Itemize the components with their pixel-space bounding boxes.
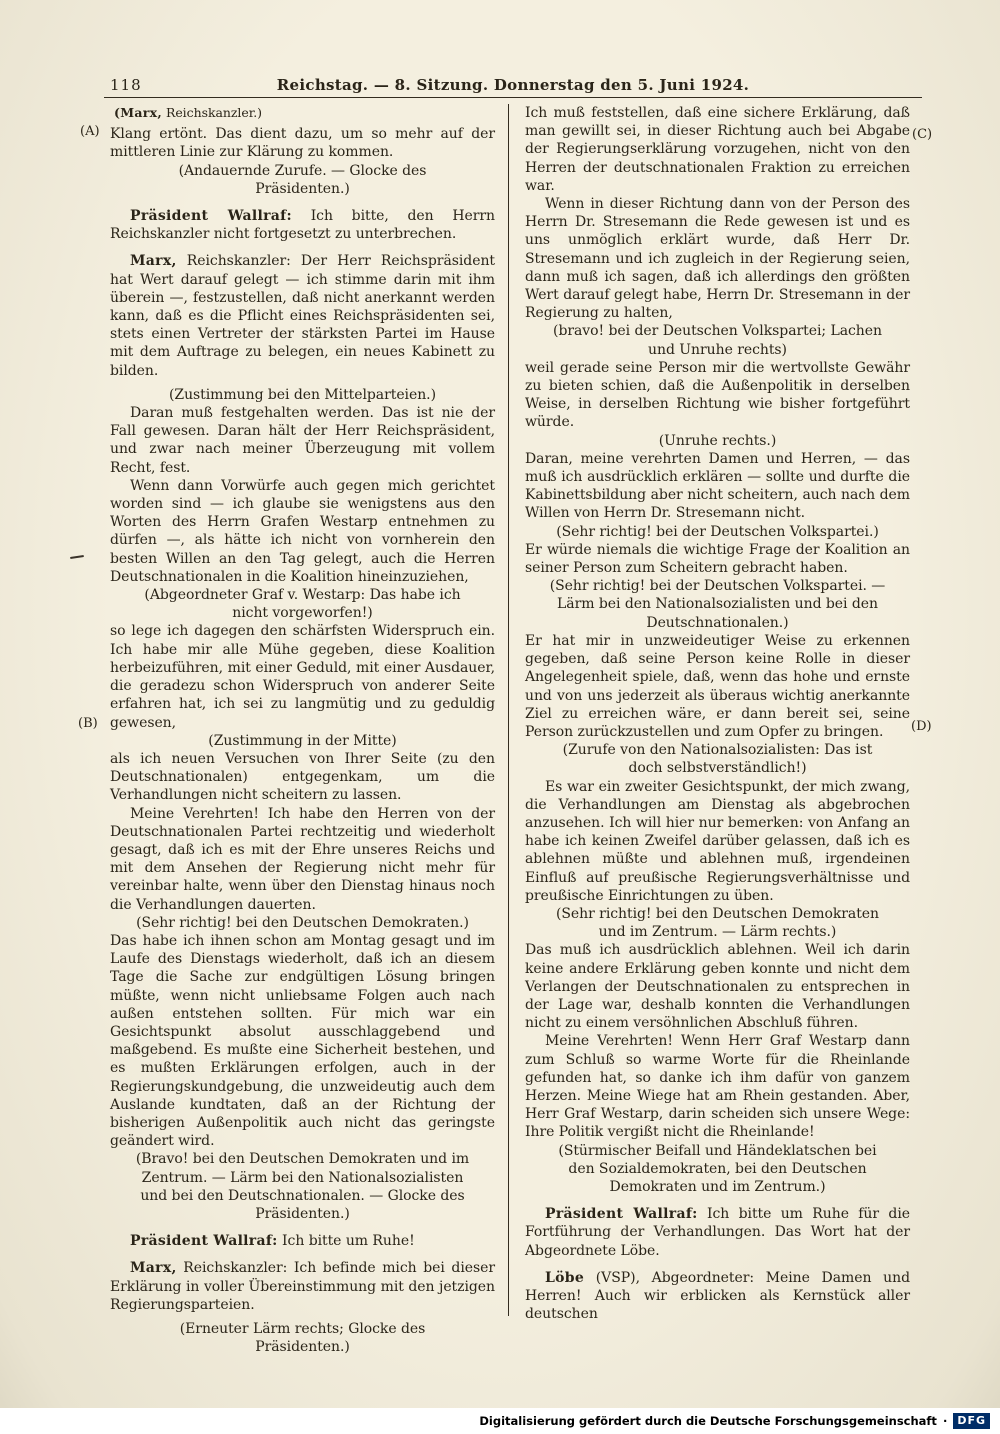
paragraph: Das habe ich ihnen schon am Montag gesagt und im Laufe des Dienstags wiederholt, daß ich an diesem Tage die Sache zur endgültigen Lösung bringen müßte, wenn nicht unliebsame Folgen auch nach außen entstehen sollten. Für mich war ein Gesichtspunkt absolut ausschlaggebend und maßgebend. Es mußte eine Sicherheit bestehen, und es mußten Erklärungen erfolgen, auch in der Regierungskundgebung, die unzweideutig auch dem Auslande kundtaten, daß an der Richtung der bisherigen Außenpolitik auch nicht das geringste geändert wird. xyxy=(110,932,495,1150)
speech-paragraph: Präsident Wallraf: Ich bitte, den Herrn Reichskanzler nicht fortgesetzt zu unterbrechen. xyxy=(110,208,495,243)
stage-direction: (Sehr richtig! bei der Deutschen Volkspartei. — Lärm bei den Nationalsozialisten und bei den Deutschnationalen.) xyxy=(549,578,886,631)
speaker-name: Löbe xyxy=(545,1269,585,1286)
paragraph: Meine Verehrten! Wenn Herr Graf Westarp dann zum Schluß so warme Worte für die Rheinlande gefunden hat, so danke ich ihm dafür von ganzem Herzen. Meine Wiege hat am Rhein gestanden. Aber, Herr Graf Westarp, darin scheiden sich unsere Wege: Ihre Politik vergißt nicht die Rheinlande! xyxy=(525,1033,910,1141)
speech-paragraph: Präsident Wallraf: Ich bitte um Ruhe für die Fortführung der Verhandlungen. Das Wort hat der Abgeordnete Löbe. xyxy=(525,1206,910,1259)
speaker-name: Marx, xyxy=(130,1260,177,1277)
speech-paragraph: Präsident Wallraf: Ich bitte um Ruhe! xyxy=(130,1233,415,1250)
stage-direction: (Sehr richtig! bei den Deutschen Demokraten.) xyxy=(136,914,469,931)
stage-direction: (Bravo! bei den Deutschen Demokraten und im Zentrum. — Lärm bei den Nationalsozialisten und bei den Deutschnationalen. — Glocke des Präsidenten.) xyxy=(135,1151,470,1222)
left-column xyxy=(110,104,495,1356)
paragraph: als ich neuen Versuchen von Ihrer Seite (zu den Deutschnationalen) entgegenkam, um die Verhandlungen nicht scheitern zu lassen. xyxy=(110,750,495,804)
right-column xyxy=(525,104,910,1356)
speaker-name: Präsident Wallraf: xyxy=(545,1206,698,1223)
stage-direction: (Zustimmung in der Mitte) xyxy=(208,732,397,749)
speech-paragraph: Marx, Reichskanzler: Der Herr Reichspräsident hat Wert darauf gelegt — ich stimme darin mit ihm überein —, festzustellen, daß nicht anerkannt werden kann, daß es die Pflicht eines Reichspräsidenten sei, stets einen Vertreter der stärksten Partei im Hause mit dem Auftrage zu belegen, ein neues Kabinett zu bilden. xyxy=(110,253,495,379)
margin-mark-c: (C) xyxy=(912,127,933,142)
speech-paragraph: Marx, Reichskanzler: Ich befinde mich bei dieser Erklärung in voller Übereinstimmung mit den jetzigen Regierungsparteien. xyxy=(110,1260,495,1313)
paragraph: Er hat mir in unzweideutiger Weise zu erkennen gegeben, daß seine Person keine Rolle in dieser Angelegenheit spiele, daß, wenn das hohe und ernste und von uns jederzeit als überaus wichtig anerkannte Ziel zu erreichen wäre, er dann bereit sei, seine Person zurückzustellen und zum Opfer zu bringen. xyxy=(525,632,910,740)
header-rule xyxy=(104,97,922,98)
page-header xyxy=(104,76,922,96)
paragraph: Daran, meine verehrten Damen und Herren, — das muß ich ausdrücklich erklären — sollte und durfte die Kabinettsbildung aber nicht scheitern, auch nach dem Willen von Herrn Dr. Stresemann nicht. xyxy=(525,450,910,522)
stage-direction: (Abgeordneter Graf v. Westarp: Das habe ich nicht vorgeworfen!) xyxy=(144,587,461,622)
margin-mark-d: (D) xyxy=(911,719,932,734)
paragraph: Daran muß festgehalten werden. Das ist nie der Fall gewesen. Daran hält der Herr Reichspräsident, und zwar nach meiner Überzeugung mit vollem Recht, fest. xyxy=(110,405,495,476)
footer xyxy=(0,1408,1000,1434)
scan-artifact xyxy=(70,555,84,559)
speaker-name: Präsident Wallraf: xyxy=(130,1233,278,1250)
page-number: 118 xyxy=(110,76,142,94)
stage-direction: (Zurufe von den Nationalsozialisten: Das ist doch selbstverständlich!) xyxy=(562,742,873,777)
speaker-name: (Marx, xyxy=(114,105,163,120)
paragraph: Wenn in dieser Richtung dann von der Person des Herrn Dr. Stresemann die Rede gewesen ist und es uns unmöglich erklärt wurde, daß Herr Dr. Stresemann und ich zugleich in der Regierung seien, dann muß ich sagen, daß ich allerdings den größten Wert darauf gelegt habe, Herrn Dr. Stresemann in der Regierung zu halten, xyxy=(525,196,910,322)
footer-separator: · xyxy=(942,1414,948,1428)
speech-paragraph: Löbe (VSP), Abgeordneter: Meine Damen und Herren! Auch wir erblicken als Kernstück aller deutschen xyxy=(525,1269,910,1323)
stage-direction: (Unruhe rechts.) xyxy=(658,432,777,449)
paragraph: Es war ein zweiter Gesichtspunkt, der mich zwang, die Verhandlungen am Dienstag als abgebrochen anzusehen. Ich will hier nur bemerken: von Anfang an habe ich keinen Zweifel darüber gelassen, daß ich es ablehnen müßte und ablehnen muß, irgendeinen Einfluß auf preußische Regierungsverhältnisse und preußische Einrichtungen zu üben. xyxy=(525,778,910,904)
stage-direction: (Zustimmung bei den Mittelparteien.) xyxy=(168,386,436,403)
speaker-name: Präsident Wallraf: xyxy=(130,208,292,225)
paragraph: weil gerade seine Person mir die wertvollste Gewähr zu bieten schien, daß die Außenpolitik in derselben Weise, in derselben Richtung wie bisher fortgeführt würde. xyxy=(525,359,910,431)
page-title: Reichstag. — 8. Sitzung. Donnerstag den 5. Juni 1924. xyxy=(276,76,750,94)
stage-direction: (Sehr richtig! bei der Deutschen Volkspartei.) xyxy=(556,523,879,540)
margin-mark-a: (A) xyxy=(80,124,100,139)
footer-credit: Digitalisierung gefördert durch die Deutsche Forschungsgemeinschaft xyxy=(479,1414,937,1428)
stage-direction: (Andauernde Zurufe. — Glocke des Präsidenten.) xyxy=(178,162,427,197)
paragraph: Wenn dann Vorwürfe auch gegen mich gerichtet worden sind — ich glaube sie wenigstens aus den Worten des Herrn Grafen Westarp entnehmen zu dürfen —, als hätte ich nicht von vornherein den besten Willen an den Tag gelegt, auch die Herren Deutschnationalen in die Koalition hineinzuziehen, xyxy=(110,477,495,585)
paragraph: Klang ertönt. Das dient dazu, um so mehr auf der mittleren Linie zur Klärung zu kommen. xyxy=(110,126,495,161)
stage-direction: (Sehr richtig! bei den Deutschen Demokraten und im Zentrum. — Lärm rechts.) xyxy=(555,905,879,941)
margin-mark-b: (B) xyxy=(78,716,98,731)
paragraph: Das muß ich ausdrücklich ablehnen. Weil ich darin keine andere Erklärung geben konnte und nicht dem Verlangen der Deutschnationalen zu entsprechen in der Lage war, deshalb konnten die Verhandlungen nicht zu einem versöhnlichen Abschluß führen. xyxy=(525,942,910,1032)
speaker-name: Marx, xyxy=(130,253,177,270)
text-columns xyxy=(110,104,910,1356)
paragraph: Er würde niemals die wichtige Frage der Koalition an seiner Person zum Scheitern gebracht haben. xyxy=(525,541,910,577)
continuation-header: (Marx, Reichskanzler.) xyxy=(114,105,263,120)
paragraph: so lege ich dagegen den schärfsten Widerspruch ein. Ich habe mir alle Mühe gegeben, diese Koalition herbeizuführen, mit einer Geduld, mit einer Ausdauer, die geradezu schon Widerspruch von anderer Seite erfahren hat, ich sei zu langmütig und zu geduldig gewesen, xyxy=(110,623,495,731)
stage-direction: (Erneuter Lärm rechts; Glocke des Präsidenten.) xyxy=(179,1321,426,1356)
stage-direction: (bravo! bei der Deutschen Volkspartei; Lachen und Unruhe rechts) xyxy=(553,323,882,358)
paragraph: Meine Verehrten! Ich habe den Herren von der Deutschnationalen Partei rechtzeitig und wiederholt gesagt, daß ich es mit der Ehre unseres Reichs und mit dem Ansehen der Regierung nicht mehr für vereinbar halte, wenn über den Dienstag hinaus noch die Verhandlungen dauerten. xyxy=(110,805,495,913)
paragraph: Ich muß feststellen, daß eine sichere Erklärung, daß man gewillt sei, in dieser Richtung auch bei Abgabe der Regierungserklärung vorzugehen, nicht von den Herren der deutschnationalen Fraktion zu erreichen war. xyxy=(525,105,910,194)
dfg-logo: DFG xyxy=(953,1413,990,1429)
stage-direction: (Stürmischer Beifall und Händeklatschen bei den Sozialdemokraten, bei den Deutschen Demokraten und im Zentrum.) xyxy=(558,1142,877,1195)
